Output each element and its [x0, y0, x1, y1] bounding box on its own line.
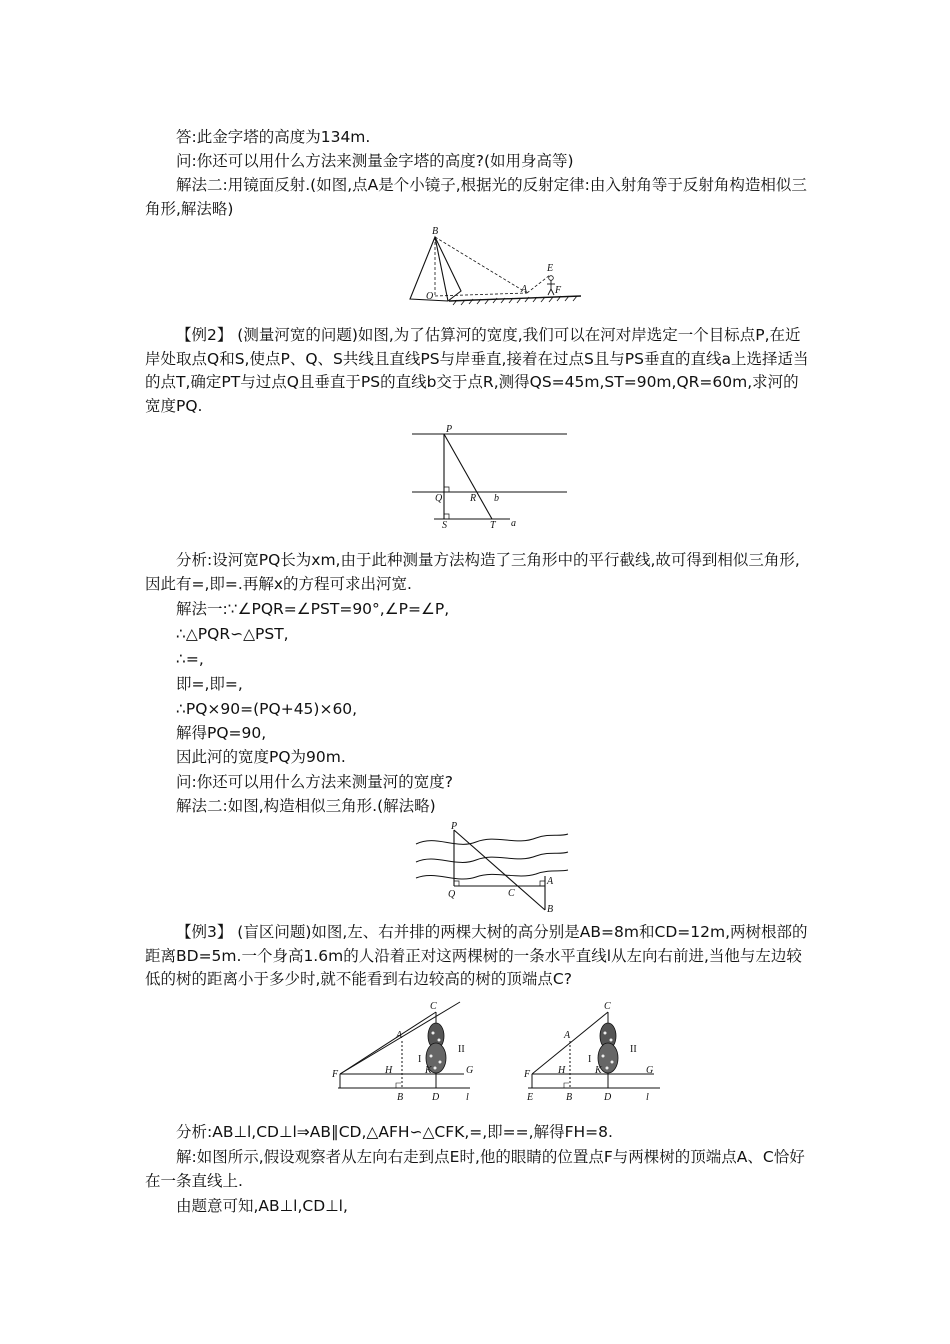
- solution2-line2: ∴△PQR∽△PST,: [176, 625, 289, 643]
- label-O: O: [426, 291, 434, 302]
- analysis2-text: 分析:设河宽PQ长为xm,由于此种测量方法构造了三角形中的平行截线,故可得到相似三角形,因此有=,即=.再解x的方程可求出河宽.: [145, 551, 800, 593]
- label-K: K: [595, 1065, 602, 1076]
- label-E: E: [527, 1092, 534, 1103]
- answer-line: 答:此金字塔的高度为134m.: [176, 128, 371, 146]
- label-I: I: [418, 1054, 422, 1065]
- solution2-line5: ∴PQ×90=(PQ+45)×60,: [176, 700, 358, 718]
- label-A: A: [396, 1030, 403, 1041]
- label-D: D: [432, 1092, 440, 1103]
- label-II: II: [458, 1044, 465, 1055]
- label-E: E: [547, 263, 554, 274]
- river-figure-2: [412, 820, 572, 914]
- label-H: H: [385, 1065, 393, 1076]
- label-G: G: [466, 1065, 474, 1076]
- question2-line: 问:你还可以用什么方法来测量河的宽度?: [176, 773, 453, 791]
- solution2-line1: 解法一:∵∠PQR=∠PST=90°,∠P=∠P,: [176, 600, 450, 618]
- label-P: P: [451, 821, 458, 832]
- example2-text: 【例2】 (测量河宽的问题)如图,为了估算河的宽度,我们可以在河对岸选定一个目标点P,在近岸处取点Q和S,使点P、Q、S共线且直线PS与岸垂直,接着在过点S且与PS垂直的直线a上选择适当的点T,确定PT与过点Q且垂直于PS的直线b交于点R,测得QS=45m,ST=90m,QR=60m,求河的宽度PQ.: [145, 326, 809, 415]
- label-a: a: [511, 518, 516, 529]
- trees-figure-right: [522, 998, 662, 1104]
- label-b: b: [494, 493, 499, 504]
- label-B: B: [566, 1092, 573, 1103]
- solution2-line4: 即=,即=,: [176, 675, 243, 693]
- label-F: F: [524, 1069, 531, 1080]
- label-Q: Q: [435, 493, 443, 504]
- solution2-line6: 解得PQ=90,: [176, 724, 267, 742]
- label-P: P: [446, 424, 453, 435]
- label-II: II: [630, 1044, 637, 1055]
- label-S: S: [442, 520, 447, 531]
- example3-text: 【例3】 (盲区问题)如图,左、右并排的两棵大树的高分别是AB=8m和CD=12m,两树根部的距离BD=5m.一个身高1.6m的人沿着正对这两棵树的一条水平直线l从左向右前进,当他与左边较低的树的距离小于多少时,就不能看到右边较高的树的顶端点C?: [145, 923, 808, 988]
- label-A: A: [564, 1030, 571, 1041]
- trees-figure-left: [332, 998, 472, 1104]
- label-Q: Q: [448, 889, 456, 900]
- pyramid-figure: [405, 223, 585, 308]
- label-B: B: [547, 904, 554, 915]
- solution3-line2: 由题意可知,AB⊥l,CD⊥l,: [176, 1197, 348, 1215]
- method2-pyramid: 解法二:用镜面反射.(如图,点A是个小镜子,根据光的反射定律:由入射角等于反射角构造相似三角形,解法略): [145, 176, 807, 218]
- label-C: C: [508, 888, 515, 899]
- label-l: l: [646, 1092, 649, 1103]
- label-A: A: [547, 876, 554, 887]
- label-C: C: [430, 1001, 437, 1012]
- label-F: F: [555, 285, 562, 296]
- analysis3-text: 分析:AB⊥l,CD⊥l⇒AB∥CD,△AFH∽△CFK,=,即==,解得FH=8.: [176, 1123, 613, 1141]
- label-G: G: [646, 1065, 654, 1076]
- label-K: K: [425, 1065, 432, 1076]
- label-D: D: [604, 1092, 612, 1103]
- solution2-line3: ∴=,: [176, 650, 204, 668]
- label-B: B: [432, 226, 439, 237]
- river-figure-1: [410, 422, 570, 531]
- solution3-line1: 解:如图所示,假设观察者从左向右走到点E时,他的眼睛的位置点F与两棵树的顶端点A、C恰好在一条直线上.: [145, 1148, 805, 1190]
- label-T: T: [490, 520, 496, 531]
- label-A: A: [521, 284, 528, 295]
- label-H: H: [558, 1065, 566, 1076]
- label-B: B: [397, 1092, 404, 1103]
- solution2-line7: 因此河的宽度PQ为90m.: [176, 748, 346, 766]
- method2-river: 解法二:如图,构造相似三角形.(解法略): [176, 797, 436, 815]
- question-line: 问:你还可以用什么方法来测量金字塔的高度?(如用身高等): [176, 152, 574, 170]
- label-F: F: [332, 1069, 339, 1080]
- label-C: C: [604, 1001, 611, 1012]
- label-l: l: [466, 1092, 469, 1103]
- label-I: I: [588, 1054, 592, 1065]
- label-R: R: [470, 493, 477, 504]
